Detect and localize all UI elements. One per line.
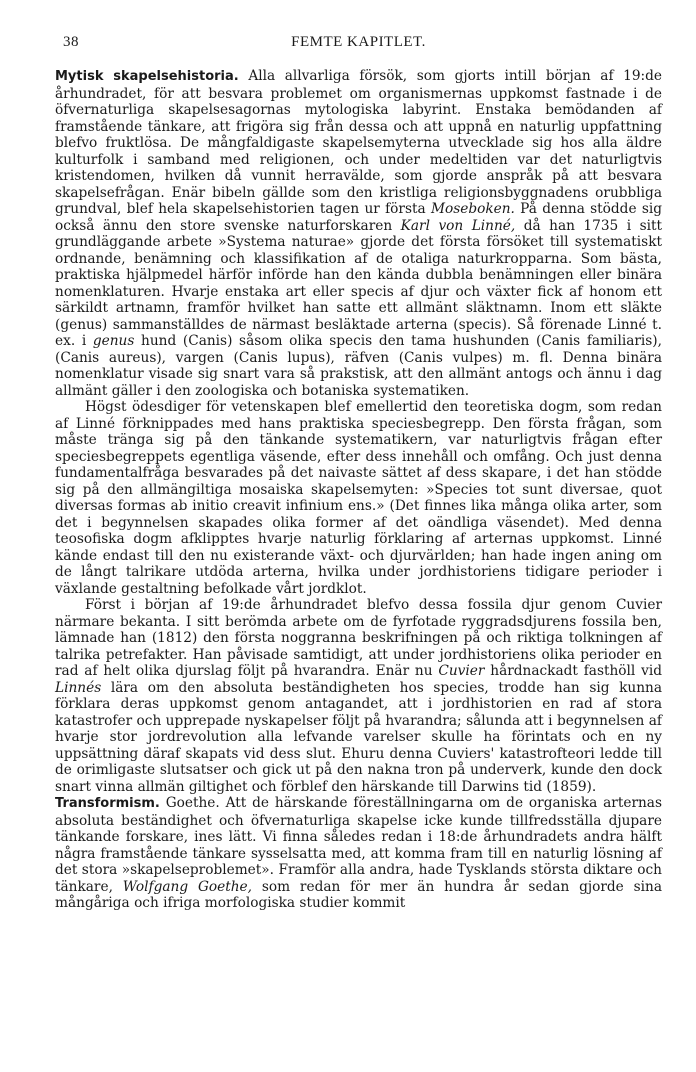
- italic-text-run: Wolfgang Goethe,: [122, 878, 252, 895]
- text-run: som redan för mer än hundra år sedan gjorde sina mångåriga och ifriga morfologiska studier kommit: [55, 878, 663, 911]
- chapter-title: FEMTE KAPITLET.: [291, 34, 426, 50]
- text-run: då han 1735 i sitt grundläggande arbete »Systema naturae» gjorde det första försöket till systematiskt ordnande, benämning och klassifikation af de otaliga naturkropparna. Som bästa, praktiska hjälpmedel härför införde han den kända dubbla benämningen eller binära nomenklaturen. Hvarje enstaka art eller specis af djur och växter fick af honom ett särkildt artnamn, framför hvilket han satte ett allmänt släktnamn. Inom ett släkte (genus) sammanställdes de närmast besläktade arterna (specis). Så förenade Linné t. ex. i: [55, 217, 662, 349]
- text-run: Alla allvarliga försök, som gjorts intill början af 19:de århundradet, för att besvara problemet om organismernas uppkomst fastnade i de öfvernaturliga skapelsesagornas mytologiska labyrint. Enstaka bemödanden af framstående tänkare, att frigöra sig från dessa och att uppnå en naturlig uppfattning blefvo fruktlösa. De mångfaldigaste skapelsemyterna utvecklade sig hos alla äldre kulturfolk i samband med religionen, och under medeltiden var det naturligtvis kristendomen, hvilken då vunnit herravälde, som gjorde anspråk på att besvara skapelsefrågan. Enär bibeln gällde som den kristliga religionsbyggnadens orubbliga grundval, blef hela skapelsehistorien tagen ur första: [55, 68, 663, 217]
- page-number: 38: [63, 34, 79, 50]
- text-run: lära om den absoluta beständigheten hos species, trodde han sig kunna förklara deras uppkomst genom antagandet, att i jordhistorien en rad af stora katastrofer och upprepade nyskapelser följt på hvarandra; sålunda att i begynnelsen af hvarje stor jordrevolution alla lefvande varelser skulle ha förintats och en ny uppsättning däraf skapats vid dess slut. Ehuru denna Cuviers' katastrofteori ledde till de orimligaste slutsatser och gick ut på den nakna tron på underverk, kunde den dock snart vinna allmän giltighet och förblef den härskande till Darwins tid (1859).: [55, 679, 662, 795]
- body-text: [55, 68, 662, 912]
- italic-text-run: Cuvier: [438, 663, 485, 679]
- italic-text-run: genus: [92, 333, 135, 349]
- text-run: Först i början af 19:de århundradet blefvo dessa fossila djur genom Cuvier närmare bekanta. I sitt berömda arbete om de fyrfotade ryggradsdjurens fossila ben, lämnade han (1812) den första noggranna beskrifningen på och riktiga tolkningen af talrika petrefakter. Han påvisade samtidigt, att under jordhistoriens olika perioder en rad af helt olika djurslag följt på hvarandra. Enär nu: [55, 597, 662, 679]
- text-run: hårdnackadt fasthöll vid: [484, 663, 662, 679]
- text-run: Högst ödesdiger för vetenskapen blef emellertid den teoretiska dogm, som redan af Linné förknippades med hans praktiska speciesbegrepp. Den första frågan, som måste tränga sig på den tänkande systematikern, var naturligtvis frågan efter speciesbegreppets egentliga väsende, efter dess innehåll och omfång. Och just denna fundamentalfråga besvarades på det naivaste sättet af dess skapare, i det han stödde sig på den allmängiltiga mosaiska skapelsemyten: »Species tot sunt diversae, quot diversas formas ab initio creavit infinium ens.» (Det finnes lika många olika arter, som det i begynnelsen skapades olika former af det oändliga väsendet). Med denna teosofiska dogm afklipptes hvarje naturlig förklaring af arternas uppkomst. Linné kände endast till den nu existerande växt- och djurvärlden; han hade ingen aning om de långt talrikare utdöda arterna, hvilka under jordhistoriens tidigare perioder i växlande gestaltning befolkade vårt jordklot.: [55, 399, 662, 597]
- italic-text-run: Karl von Linné,: [400, 217, 516, 234]
- paragraph-dogm: [55, 399, 662, 597]
- paragraph-mytisk-skapelsehistoria: [55, 68, 662, 399]
- italic-text-run: Moseboken.: [430, 201, 515, 217]
- running-head: [55, 34, 662, 56]
- section-heading: Transformism.: [55, 796, 160, 811]
- section-heading: Mytisk skapelsehistoria.: [55, 69, 239, 84]
- text-run: På denna stödde sig också ännu den store svenske naturforskaren: [55, 201, 662, 234]
- paragraph-cuvier: [55, 597, 662, 795]
- book-page: [55, 34, 662, 912]
- paragraph-transformism: [55, 795, 662, 912]
- text-run: hund (Canis) såsom olika specis den tama hushunden (Canis familiaris), (Canis aureus), vargen (Canis lupus), räfven (Canis vulpes) m. fl. Denna binära nomenklatur visade sig snart vara så prakstisk, att den allmänt antogs och ännu i dag allmänt gäller i den zoologiska och botaniska systematiken.: [55, 333, 662, 399]
- italic-text-run: Linnés: [55, 679, 102, 696]
- text-run: Goethe. Att de härskande föreställningarna om de organiska arternas absoluta beständighet och öfvernaturliga skapelse icke kunde tillfredsställa djupare tänkande forskare, ines lätt. Vi finna således redan i 18:de århundradets andra hälft några framstående tänkare sysselsatta med, att komma fram till en naturlig lösning af det stora »skapelseproblemet». Framför alla andra, hade Tysklands största diktare och tänkare,: [55, 795, 662, 895]
